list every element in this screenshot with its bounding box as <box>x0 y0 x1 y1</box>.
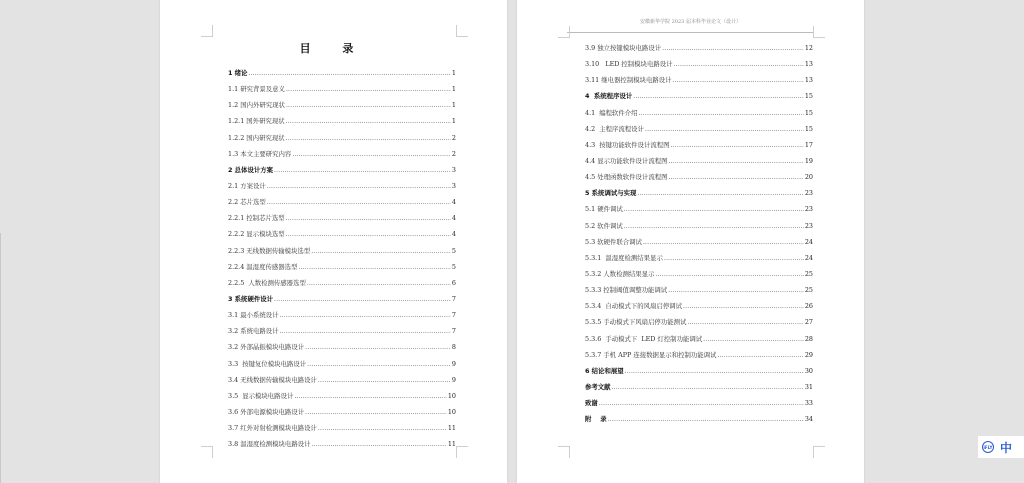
toc-entry-title: 参考文献 <box>585 382 611 391</box>
toc-entry[interactable] <box>228 81 456 97</box>
toc-entry-page: 29 <box>804 350 813 359</box>
toc-entry[interactable] <box>585 266 813 282</box>
toc-leader-dots <box>633 89 804 105</box>
toc-leader-dots <box>655 267 803 283</box>
toc-entry-page: 25 <box>804 286 813 295</box>
margin-corner-mark <box>201 446 213 458</box>
toc-entry-title: 5.3.5 手动模式下风扇启停功能测试 <box>585 318 687 327</box>
toc-entry-page: 9 <box>451 359 456 368</box>
margin-corner-mark <box>813 446 825 458</box>
toc-leader-dots <box>307 357 451 373</box>
toc-leader-dots <box>311 244 451 260</box>
toc-entry-page: 1 <box>451 85 456 94</box>
document-page-1 <box>160 0 507 483</box>
toc-leader-dots <box>248 66 450 82</box>
toc-entry[interactable] <box>228 372 456 388</box>
toc-leader-dots <box>599 396 804 412</box>
running-header: 安徽新华学院 2023 届本科毕业论文（设计） <box>640 19 741 25</box>
toc-entry-title: 5.3.6 手动模式下 LED 灯控制功能调试 <box>585 334 703 343</box>
toc-entry-page: 15 <box>804 108 813 117</box>
toc-entry-page: 28 <box>804 334 813 343</box>
toc-entry-title: 2.2.4 温湿度传感器选型 <box>228 262 298 271</box>
toc-entry[interactable] <box>585 56 813 72</box>
toc-leader-dots <box>286 131 451 147</box>
toc-entry-page: 25 <box>804 269 813 278</box>
toc-entry-title: 5.3.7 手机 APP 连接数据显示和控制功能调试 <box>585 350 717 359</box>
toc-leader-dots <box>274 163 451 179</box>
toc-leader-dots <box>286 98 451 114</box>
toc-entry-title: 附 录 <box>585 415 607 424</box>
ime-logo-icon[interactable]: iFLY <box>982 441 994 453</box>
toc-entry-title: 2.2.1 控制芯片选型 <box>228 214 285 223</box>
toc-entry-title: 2.2.5 人数检测传感器选型 <box>228 278 306 287</box>
toc-entry[interactable] <box>585 121 813 137</box>
toc-entry-page: 7 <box>451 311 456 320</box>
toc-entry[interactable] <box>585 201 813 217</box>
toc-entry-page: 1 <box>451 69 456 77</box>
toc-leader-dots <box>645 122 804 138</box>
toc-leader-dots <box>662 41 804 57</box>
table-of-contents <box>228 65 456 452</box>
toc-entry-title: 3.1 最小系统设计 <box>228 311 279 320</box>
toc-entry-title: 3.2 系统电路设计 <box>228 327 279 336</box>
margin-corner-mark <box>456 446 468 458</box>
toc-entry-title: 5.1 硬件调试 <box>585 205 623 214</box>
toc-entry[interactable] <box>585 347 813 363</box>
toc-entry[interactable] <box>228 420 456 436</box>
toc-entry-title: 3.8 温湿度检测模块电路设计 <box>228 440 311 449</box>
toc-entry[interactable] <box>228 226 456 242</box>
toc-entry[interactable] <box>228 339 456 355</box>
toc-entry[interactable] <box>585 234 813 250</box>
toc-leader-dots <box>625 364 804 380</box>
toc-entry-title: 5.3.2 人数检测结果显示 <box>585 269 655 278</box>
toc-entry-page: 1 <box>451 101 456 110</box>
toc-entry-page: 5 <box>451 246 456 255</box>
toc-leader-dots <box>294 389 447 405</box>
toc-entry-page: 13 <box>804 76 813 85</box>
toc-entry-page: 2 <box>451 133 456 142</box>
toc-entry-page: 12 <box>804 44 813 52</box>
toc-leader-dots <box>286 211 451 227</box>
toc-entry-title: 6 结论和展望 <box>585 366 624 375</box>
toc-entry-title: 2.2.3 无线数据传输模块选型 <box>228 246 311 255</box>
toc-leader-dots <box>612 380 804 396</box>
toc-entry-page: 15 <box>804 92 813 101</box>
toc-entry[interactable] <box>585 314 813 330</box>
toc-entry-title: 5.3.1 温湿度检测结果显示 <box>585 253 663 262</box>
toc-entry-page: 31 <box>804 382 813 391</box>
toc-leader-dots <box>307 276 451 292</box>
toc-leader-dots <box>286 82 451 98</box>
toc-leader-dots <box>643 235 804 251</box>
toc-entry-title: 2.1 方案设计 <box>228 181 266 190</box>
toc-entry[interactable] <box>585 185 813 201</box>
toc-entry[interactable] <box>228 178 456 194</box>
toc-entry[interactable] <box>585 105 813 121</box>
toc-entry-page: 7 <box>451 327 456 336</box>
toc-leader-dots <box>274 292 451 308</box>
toc-entry-page: 33 <box>804 399 813 408</box>
toc-entry-page: 17 <box>804 140 813 149</box>
toc-entry-title: 1.1 研究背景及意义 <box>228 85 285 94</box>
toc-leader-dots <box>668 283 804 299</box>
toc-entry[interactable] <box>585 379 813 395</box>
document-page-2 <box>517 0 864 483</box>
toc-entry[interactable] <box>228 404 456 420</box>
toc-leader-dots <box>703 332 804 348</box>
toc-entry-page: 5 <box>451 262 456 271</box>
margin-corner-mark <box>201 25 213 37</box>
toc-entry-page: 13 <box>804 60 813 69</box>
toc-leader-dots <box>669 154 804 170</box>
toc-entry[interactable] <box>228 243 456 259</box>
toc-entry-page: 27 <box>804 318 813 327</box>
toc-entry[interactable] <box>585 72 813 88</box>
toc-entry[interactable] <box>585 153 813 169</box>
toc-entry-title: 5.2 软件调试 <box>585 221 623 230</box>
toc-leader-dots <box>305 340 451 356</box>
toc-entry[interactable] <box>228 65 456 81</box>
toc-entry[interactable] <box>585 250 813 266</box>
toc-entry-page: 23 <box>804 189 813 198</box>
toc-entry-title: 4.2 主程序流程设计 <box>585 124 644 133</box>
toc-entry-page: 23 <box>804 205 813 214</box>
toc-leader-dots <box>280 324 451 340</box>
toc-entry-page: 3 <box>451 181 456 190</box>
toc-entry[interactable] <box>585 411 813 427</box>
toc-entry-title: 1 绪论 <box>228 69 248 77</box>
toc-entry-page: 23 <box>804 221 813 230</box>
toc-entry-page: 10 <box>447 391 456 400</box>
toc-entry-title: 4.3 按键功能软件设计流程图 <box>585 140 670 149</box>
toc-entry[interactable] <box>585 40 813 56</box>
margin-corner-mark <box>558 26 570 38</box>
toc-leader-dots <box>298 260 451 276</box>
toc-entry-title: 1.3 本文主要研究内容 <box>228 149 292 158</box>
toc-leader-dots <box>687 315 803 331</box>
window-edge <box>0 233 1 483</box>
toc-entry-title: 3.6 外部电源模块电路设计 <box>228 407 305 416</box>
toc-entry[interactable] <box>228 388 456 404</box>
toc-entry-page: 4 <box>451 198 456 207</box>
toc-leader-dots <box>674 57 804 73</box>
toc-leader-dots <box>639 106 804 122</box>
toc-entry[interactable] <box>585 88 813 104</box>
toc-entry-page: 19 <box>804 156 813 165</box>
toc-entry-page: 1 <box>451 117 456 126</box>
toc-entry-title: 3.10 LED 控制模块电路设计 <box>585 60 673 69</box>
toc-entry-page: 4 <box>451 230 456 239</box>
toc-entry-page: 8 <box>451 343 456 352</box>
toc-entry[interactable] <box>585 218 813 234</box>
ime-language-toggle[interactable]: 中 <box>1000 440 1013 455</box>
toc-entry-title: 5.3 软硬件联合调试 <box>585 237 642 246</box>
toc-entry[interactable] <box>228 113 456 129</box>
toc-entry-title: 3.2 外部晶振模块电路设计 <box>228 343 305 352</box>
toc-leader-dots <box>305 405 447 421</box>
toc-entry-page: 34 <box>804 415 813 424</box>
toc-leader-dots <box>669 170 804 186</box>
toc-entry-title: 3.9 独立按键模块电路设计 <box>585 44 662 52</box>
toc-leader-dots <box>637 186 803 202</box>
margin-corner-mark <box>813 26 825 38</box>
toc-entry-page: 9 <box>451 375 456 384</box>
toc-entry-title: 5 系统调试与实现 <box>585 189 637 198</box>
toc-leader-dots <box>624 219 804 235</box>
toc-entry-title: 1.2.2 国内研究现状 <box>228 133 285 142</box>
toc-entry-page: 2 <box>451 149 456 158</box>
toc-entry[interactable] <box>228 323 456 339</box>
margin-corner-mark <box>456 25 468 37</box>
toc-entry-title: 3 系统硬件设计 <box>228 294 274 303</box>
toc-entry-title: 4.4 显示功能软件设计流程图 <box>585 156 668 165</box>
toc-leader-dots <box>717 348 803 364</box>
toc-leader-dots <box>292 147 451 163</box>
toc-entry-page: 6 <box>451 278 456 287</box>
toc-entry[interactable] <box>228 275 456 291</box>
toc-entry[interactable] <box>228 210 456 226</box>
toc-leader-dots <box>608 412 804 428</box>
toc-entry-title: 2.2 芯片选型 <box>228 198 266 207</box>
toc-leader-dots <box>267 179 451 195</box>
toc-entry[interactable] <box>228 356 456 372</box>
toc-entry-title: 2.2.2 显示模块选型 <box>228 230 285 239</box>
ime-status-widget[interactable] <box>978 436 1024 458</box>
toc-entry-title: 3.3 按键复位模块电路设计 <box>228 359 307 368</box>
toc-entry-page: 24 <box>804 253 813 262</box>
toc-entry[interactable] <box>228 307 456 323</box>
toc-leader-dots <box>683 299 804 315</box>
toc-leader-dots <box>673 73 804 89</box>
toc-entry-page: 4 <box>451 214 456 223</box>
toc-entry-title: 3.4 无线数据传输模块电路设计 <box>228 375 317 384</box>
toc-leader-dots <box>286 227 451 243</box>
margin-corner-mark <box>558 446 570 458</box>
header-rule <box>567 32 814 33</box>
toc-entry-title: 5.3.4 自动模式下的风扇启停调试 <box>585 302 683 311</box>
toc-entry-title: 1.2.1 国外研究现状 <box>228 117 285 126</box>
toc-entry[interactable] <box>228 162 456 178</box>
toc-entry-title: 3.11 继电器控制模块电路设计 <box>585 76 672 85</box>
toc-entry[interactable] <box>585 282 813 298</box>
toc-entry[interactable] <box>228 194 456 210</box>
toc-leader-dots <box>664 251 804 267</box>
toc-entry[interactable] <box>228 291 456 307</box>
toc-entry[interactable] <box>228 130 456 146</box>
toc-entry-title: 4 系统程序设计 <box>585 92 633 101</box>
toc-leader-dots <box>312 437 447 453</box>
toc-entry-page: 7 <box>451 294 456 303</box>
toc-entry-title: 5.3.3 控制阈值调整功能调试 <box>585 286 668 295</box>
toc-entry[interactable] <box>585 298 813 314</box>
toc-leader-dots <box>286 114 451 130</box>
toc-entry-page: 11 <box>447 424 456 433</box>
toc-entry[interactable] <box>585 395 813 411</box>
toc-entry-title: 4.1 编程软件介绍 <box>585 108 638 117</box>
toc-entry[interactable] <box>585 169 813 185</box>
toc-leader-dots <box>280 308 451 324</box>
toc-entry[interactable] <box>228 146 456 162</box>
toc-entry-page: 20 <box>804 173 813 182</box>
toc-entry[interactable] <box>228 436 456 452</box>
toc-entry-title: 2 总体设计方案 <box>228 165 274 174</box>
toc-leader-dots <box>624 202 804 218</box>
toc-leader-dots <box>318 421 447 437</box>
toc-entry[interactable] <box>228 97 456 113</box>
toc-leader-dots <box>318 373 451 389</box>
toc-entry-title: 3.7 红外对射检测模块电路设计 <box>228 424 317 433</box>
toc-entry-page: 11 <box>447 440 456 449</box>
toc-entry[interactable] <box>585 137 813 153</box>
toc-entry[interactable] <box>585 363 813 379</box>
table-of-contents-continued <box>585 40 813 427</box>
toc-title: 目 录 <box>299 42 368 55</box>
toc-leader-dots <box>267 195 451 211</box>
toc-entry-title: 致谢 <box>585 399 598 408</box>
toc-entry[interactable] <box>228 259 456 275</box>
toc-entry-page: 15 <box>804 124 813 133</box>
toc-leader-dots <box>671 138 804 154</box>
toc-entry-title: 1.2 国内外研究现状 <box>228 101 285 110</box>
toc-entry-page: 30 <box>804 366 813 375</box>
toc-entry-page: 26 <box>804 302 813 311</box>
toc-entry-page: 24 <box>804 237 813 246</box>
toc-entry[interactable] <box>585 331 813 347</box>
toc-entry-title: 4.5 处理函数软件设计流程图 <box>585 173 668 182</box>
toc-entry-page: 3 <box>451 165 456 174</box>
toc-entry-page: 10 <box>447 407 456 416</box>
toc-entry-title: 3.5 显示模块电路设计 <box>228 391 294 400</box>
